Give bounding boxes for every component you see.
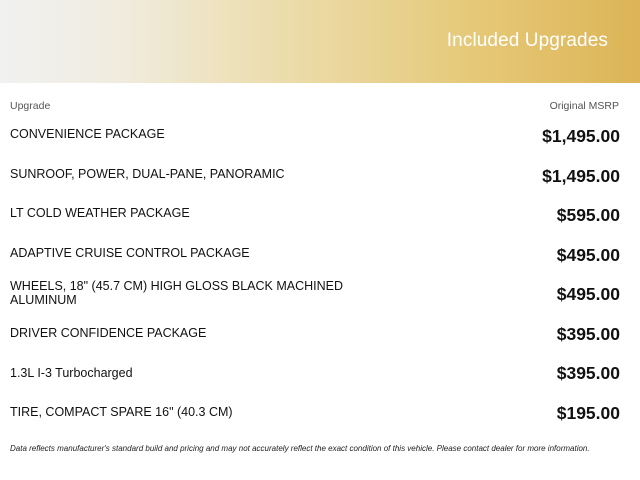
upgrade-name: TIRE, COMPACT SPARE 16" (40.3 CM) — [10, 404, 233, 419]
upgrade-price: $195.00 — [556, 402, 620, 423]
upgrade-name: 1.3L I-3 Turbocharged — [10, 366, 133, 380]
list-item — [0, 193, 640, 233]
upgrade-price: $395.00 — [556, 363, 620, 383]
upgrade-price: $595.00 — [556, 205, 620, 225]
disclaimer-text: Data reflects manufacturer's standard build and pricing and may not accurately reflect the exact condition of this vehicle. Please contact dealer for more information. — [10, 444, 590, 453]
upgrade-price: $1,495.00 — [542, 165, 620, 186]
upgrade-name: WHEELS, 18" (45.7 CM) HIGH GLOSS BLACK MACHINED ALUMINUM — [10, 279, 343, 307]
list-item — [0, 154, 640, 194]
upgrade-name: LT COLD WEATHER PACKAGE — [10, 206, 190, 220]
list-item — [0, 272, 640, 312]
upgrade-price: $495.00 — [556, 244, 620, 265]
header-banner — [0, 0, 640, 83]
upgrade-price: $1,495.00 — [542, 126, 620, 146]
list-item — [0, 391, 640, 431]
list-item — [0, 114, 640, 154]
column-header-upgrade: Upgrade — [10, 100, 51, 112]
column-header-msrp: Original MSRP — [549, 100, 619, 112]
list-item — [0, 233, 640, 273]
upgrade-name: DRIVER CONFIDENCE PACKAGE — [10, 325, 207, 340]
upgrades-list — [0, 114, 640, 430]
list-item — [0, 312, 640, 352]
upgrade-name: SUNROOF, POWER, DUAL-PANE, PANORAMIC — [10, 166, 285, 181]
upgrade-name: CONVENIENCE PACKAGE — [10, 127, 165, 141]
upgrade-price: $495.00 — [556, 284, 620, 304]
upgrade-name: ADAPTIVE CRUISE CONTROL PACKAGE — [10, 245, 250, 260]
page-title: Included Upgrades — [446, 30, 608, 51]
upgrade-price: $395.00 — [556, 323, 620, 344]
list-item — [0, 351, 640, 391]
